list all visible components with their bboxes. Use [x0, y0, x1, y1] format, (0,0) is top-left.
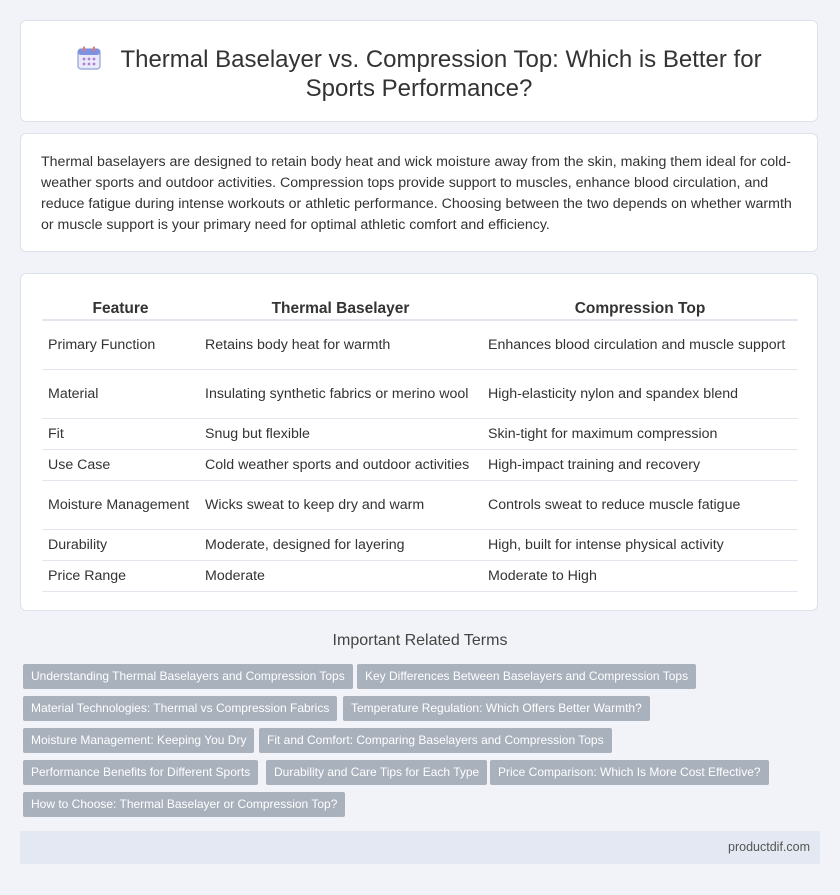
related-term-link[interactable]: Price Comparison: Which Is More Cost Effective? — [490, 760, 769, 785]
related-term-link[interactable]: How to Choose: Thermal Baselayer or Compression Top? — [23, 792, 345, 817]
related-term-link[interactable]: Key Differences Between Baselayers and Compression Tops — [357, 664, 696, 689]
table-row — [42, 561, 798, 592]
compression-cell: High-elasticity nylon and spandex blend — [482, 370, 798, 419]
table-header-row — [42, 297, 798, 321]
thermal-cell: Moderate, designed for layering — [199, 530, 482, 561]
related-term-link[interactable]: Understanding Thermal Baselayers and Compression Tops — [23, 664, 353, 689]
table-row — [42, 370, 798, 419]
table-row — [42, 530, 798, 561]
footer-site: productdif.com — [728, 840, 810, 854]
table-row — [42, 419, 798, 450]
compression-cell: Skin-tight for maximum compression — [482, 419, 798, 450]
page-title — [21, 45, 817, 103]
related-term-link[interactable]: Fit and Comfort: Comparing Baselayers and Compression Tops — [259, 728, 612, 753]
thermal-cell: Snug but flexible — [199, 419, 482, 450]
compression-cell: Moderate to High — [482, 561, 798, 592]
table-row — [42, 450, 798, 481]
related-term-link[interactable]: Material Technologies: Thermal vs Compression Fabrics — [23, 696, 337, 721]
header-thermal: Thermal Baselayer — [199, 297, 482, 321]
thermal-cell: Cold weather sports and outdoor activities — [199, 450, 482, 481]
comparison-table — [42, 297, 798, 592]
intro-paragraph: Thermal baselayers are designed to retain body heat and wick moisture away from the skin, making them ideal for cold-weather sports and outdoor activities. Compression tops provide support to muscles, enhance blood circulation, and reduce fatigue during intense workouts or athletic performance. Choosing between the two depends on whether warmth or muscle support is your primary need for optimal athletic comfort and efficiency. — [41, 154, 792, 233]
title-line-1: Thermal Baselayer vs. Compression Top: Which is Better for — [120, 46, 762, 73]
calendar-icon — [76, 45, 102, 71]
table-row — [42, 481, 798, 530]
related-term-link[interactable]: Temperature Regulation: Which Offers Better Warmth? — [343, 696, 650, 721]
intro-card — [20, 133, 818, 252]
compression-cell: High, built for intense physical activity — [482, 530, 798, 561]
thermal-cell: Retains body heat for warmth — [199, 321, 482, 370]
title-line-2: Sports Performance? — [305, 75, 533, 102]
thermal-cell: Wicks sweat to keep dry and warm — [199, 481, 482, 530]
related-term-link[interactable]: Performance Benefits for Different Sports — [23, 760, 258, 785]
title-card — [20, 20, 818, 122]
feature-cell: Use Case — [42, 450, 199, 481]
header-feature: Feature — [42, 297, 199, 321]
related-term-link[interactable]: Durability and Care Tips for Each Type — [266, 760, 487, 785]
thermal-cell: Insulating synthetic fabrics or merino wool — [199, 370, 482, 419]
footer — [20, 831, 820, 864]
feature-cell: Moisture Management — [42, 481, 199, 530]
compression-cell: Enhances blood circulation and muscle support — [482, 321, 798, 370]
feature-cell: Fit — [42, 419, 199, 450]
related-terms-title: Important Related Terms — [332, 632, 508, 649]
feature-cell: Durability — [42, 530, 199, 561]
feature-cell: Material — [42, 370, 199, 419]
comparison-card — [20, 273, 818, 611]
compression-cell: Controls sweat to reduce muscle fatigue — [482, 481, 798, 530]
table-row — [42, 321, 798, 370]
feature-cell: Price Range — [42, 561, 199, 592]
header-compression: Compression Top — [482, 297, 798, 321]
compression-cell: High-impact training and recovery — [482, 450, 798, 481]
feature-cell: Primary Function — [42, 321, 199, 370]
related-term-link[interactable]: Moisture Management: Keeping You Dry — [23, 728, 254, 753]
thermal-cell: Moderate — [199, 561, 482, 592]
